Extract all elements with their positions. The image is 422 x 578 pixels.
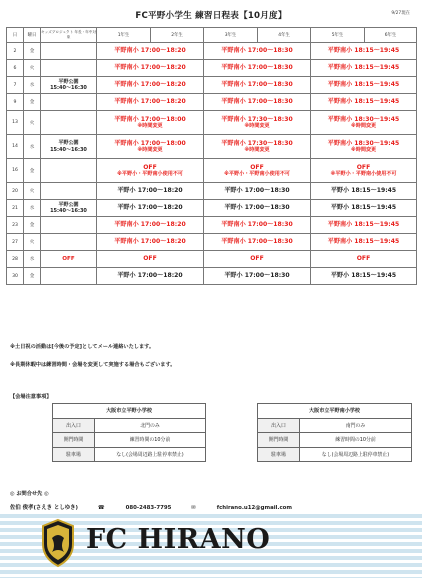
row-weekday: 金 (24, 217, 41, 234)
session-text: 平野小 17:00〜18:20 (117, 187, 183, 195)
session-note: ※時間変更 (137, 123, 163, 129)
session-text: 平野南小 17:30〜18:30 (221, 139, 293, 147)
grade-pair-1-2 (97, 77, 204, 94)
row-weekday: 水 (24, 200, 41, 217)
session-text: 平野南小 18:15〜19:45 (327, 238, 400, 246)
row-day: 30 (7, 268, 24, 285)
schedule-row (7, 217, 417, 234)
row-day: 13 (7, 111, 24, 135)
venue-entrance-label: 出入口 (258, 418, 300, 433)
col-day: 日 (7, 28, 24, 43)
grade-pair-1-2 (97, 251, 204, 268)
session-text: 平野南小 17:00〜18:20 (114, 47, 186, 55)
row-kids (41, 217, 97, 234)
caution-title: 【会場注意事項】 (10, 394, 52, 400)
grade-pair-5-6 (311, 135, 417, 159)
session-text: 平野南小 17:00〜18:00 (114, 139, 186, 147)
col-grade-4: 4年生 (258, 28, 311, 43)
grade-pair-5-6 (311, 200, 417, 217)
grade-pair-5-6 (311, 77, 417, 94)
row-weekday: 金 (24, 268, 41, 285)
venue-name: 大阪市立平野南小学校 (258, 404, 412, 419)
schedule-row (7, 94, 417, 111)
grade-pair-3-4 (204, 111, 311, 135)
session-note: ※時間変更 (244, 123, 270, 129)
row-weekday: 火 (24, 183, 41, 200)
schedule-row (7, 268, 417, 285)
row-kids (41, 234, 97, 251)
grade-pair-3-4 (204, 268, 311, 285)
row-kids (41, 60, 97, 77)
row-weekday: 金 (24, 159, 41, 183)
session-text: 平野南小 18:15〜19:45 (327, 64, 400, 72)
contact-phone-icon: ☎ (97, 505, 105, 511)
schedule-row (7, 234, 417, 251)
venue-entrance: 北門のみ (95, 418, 206, 433)
schedule-row (7, 77, 417, 94)
grade-pair-5-6 (311, 43, 417, 60)
session-text: 平野小 18:15〜19:45 (330, 187, 397, 195)
grade-pair-3-4 (204, 159, 311, 183)
note-holiday: ※長期休暇中は練習時間・会場を変更して実施する場合もございます。 (10, 362, 176, 368)
schedule-row (7, 135, 417, 159)
session-note: ※平野小・平野南小使用不可 (223, 171, 291, 177)
footer-brand: FC HIRANO (86, 524, 271, 555)
grade-pair-5-6 (311, 60, 417, 77)
grade-pair-1-2 (97, 200, 204, 217)
venue-parking: なし(会場周辺路上駐停車禁止) (300, 447, 412, 462)
row-kids (41, 135, 97, 159)
col-grade-6: 6年生 (365, 28, 417, 43)
session-text: 平野小 18:15〜19:45 (330, 204, 397, 212)
venue-time-label: 開門時間 (258, 433, 300, 448)
grade-pair-1-2 (97, 94, 204, 111)
grade-pair-3-4 (204, 60, 311, 77)
schedule-row (7, 200, 417, 217)
row-kids (41, 268, 97, 285)
session-text: OFF (143, 255, 157, 263)
row-day: 16 (7, 159, 24, 183)
session-text: 平野南小 18:30〜19:45 (327, 115, 400, 123)
club-crest-icon (40, 518, 76, 568)
schedule-row (7, 43, 417, 60)
grade-pair-5-6 (311, 217, 417, 234)
row-day: 14 (7, 135, 24, 159)
row-kids (41, 94, 97, 111)
grade-pair-3-4 (204, 94, 311, 111)
session-text: 平野南小 18:15〜19:45 (327, 47, 400, 55)
schedule-table (6, 27, 417, 285)
col-grade-3: 3年生 (204, 28, 258, 43)
row-day: 20 (7, 183, 24, 200)
grade-pair-1-2 (97, 234, 204, 251)
row-kids (41, 111, 97, 135)
row-day: 27 (7, 234, 24, 251)
grade-pair-5-6 (311, 183, 417, 200)
venue-entrance: 南門のみ (300, 418, 412, 433)
row-kids (41, 183, 97, 200)
kids-session: 平野公園 15:40〜16:30 (50, 140, 87, 153)
session-text: OFF (143, 163, 157, 171)
venue-parking: なし(会場周辺路上駐停車禁止) (95, 447, 206, 462)
session-text: 平野南小 17:00〜18:20 (114, 238, 186, 246)
venue-table-hirano (52, 403, 206, 462)
row-kids (41, 43, 97, 60)
grade-pair-1-2 (97, 268, 204, 285)
session-text: 平野南小 17:00〜18:00 (114, 115, 186, 123)
row-day: 28 (7, 251, 24, 268)
grade-pair-1-2 (97, 43, 204, 60)
grade-pair-3-4 (204, 200, 311, 217)
venue-entrance-label: 出入口 (53, 418, 95, 433)
row-weekday: 水 (24, 77, 41, 94)
row-day: 21 (7, 200, 24, 217)
venue-time-label: 開門時間 (53, 433, 95, 448)
col-kids: キッズプロジェクト 年長・年中対象 (41, 28, 97, 43)
session-text: 平野南小 18:15〜19:45 (327, 81, 400, 89)
contact-line (10, 503, 310, 511)
grade-pair-3-4 (204, 234, 311, 251)
session-text: 平野小 17:00〜18:20 (117, 272, 183, 280)
grade-pair-3-4 (204, 77, 311, 94)
as-of-date: 9/27現在 (391, 11, 410, 16)
grade-pair-3-4 (204, 135, 311, 159)
grade-pair-3-4 (204, 183, 311, 200)
session-text: 平野南小 17:00〜18:20 (114, 221, 186, 229)
session-note: ※時間変更 (350, 147, 377, 153)
session-text: 平野小 17:00〜18:30 (224, 272, 290, 280)
col-grade-5: 5年生 (311, 28, 365, 43)
row-weekday: 金 (24, 43, 41, 60)
session-note: ※平野小・平野南小使用不可 (116, 171, 184, 177)
venue-name: 大阪市立平野小学校 (53, 404, 206, 419)
venue-parking-label: 駐車場 (53, 447, 95, 462)
session-text: OFF (250, 163, 264, 171)
grade-pair-1-2 (97, 60, 204, 77)
schedule-header-row (7, 28, 417, 43)
row-day: 7 (7, 77, 24, 94)
session-text: 平野南小 17:00〜18:30 (221, 98, 293, 106)
session-text: 平野南小 18:15〜19:45 (327, 221, 400, 229)
kids-session: OFF (62, 256, 75, 262)
session-text: 平野南小 18:30〜19:45 (327, 139, 400, 147)
page-title: FC平野小学生 練習日程表【10月度】 (135, 11, 287, 21)
session-note: ※時間変更 (137, 147, 163, 153)
session-text: OFF (356, 163, 371, 171)
grade-pair-5-6 (311, 251, 417, 268)
grade-pair-5-6 (311, 234, 417, 251)
grade-pair-5-6 (311, 268, 417, 285)
grade-pair-3-4 (204, 217, 311, 234)
venue-parking-label: 駐車場 (258, 447, 300, 462)
grade-pair-5-6 (311, 111, 417, 135)
session-text: 平野小 17:00〜18:30 (224, 204, 290, 212)
col-weekday: 曜日 (24, 28, 41, 43)
session-text: 平野南小 17:30〜18:30 (221, 115, 293, 123)
session-text: 平野南小 17:00〜18:20 (114, 98, 186, 106)
grade-pair-1-2 (97, 135, 204, 159)
contact-name: 佐伯 俊孝(さえき としゆき) (10, 505, 78, 511)
row-kids (41, 200, 97, 217)
session-text: 平野小 18:15〜19:45 (330, 272, 397, 280)
schedule-row (7, 111, 417, 135)
contact-email-icon: ✉ (191, 505, 196, 511)
row-day: 23 (7, 217, 24, 234)
grade-pair-5-6 (311, 159, 417, 183)
row-day: 9 (7, 94, 24, 111)
row-weekday: 金 (24, 94, 41, 111)
schedule-row (7, 159, 417, 183)
session-text: 平野南小 17:00〜18:20 (114, 64, 186, 72)
session-text: 平野南小 18:15〜19:45 (327, 98, 400, 106)
session-text: OFF (250, 255, 264, 263)
venue-table-hirano-minami (257, 403, 412, 462)
row-weekday: 水 (24, 135, 41, 159)
venue-time: 練習時間の10分前 (95, 433, 206, 448)
contact-email[interactable]: fchirano.u12@gmail.com (216, 505, 292, 511)
grade-pair-3-4 (204, 43, 311, 60)
session-text: 平野小 17:00〜18:20 (117, 204, 183, 212)
grade-pair-5-6 (311, 94, 417, 111)
session-text: 平野南小 17:00〜18:30 (221, 64, 293, 72)
contact-phone[interactable]: 080-2483-7795 (125, 505, 172, 511)
session-text: 平野南小 17:00〜18:30 (221, 221, 293, 229)
venue-time: 練習時間の10分前 (300, 433, 412, 448)
row-day: 2 (7, 43, 24, 60)
session-note: ※時間変更 (244, 147, 270, 153)
kids-session: 平野公園 15:40〜16:30 (50, 201, 87, 214)
row-kids (41, 159, 97, 183)
col-grade-1: 1年生 (97, 28, 151, 43)
schedule-row (7, 60, 417, 77)
row-day: 6 (7, 60, 24, 77)
grade-pair-1-2 (97, 217, 204, 234)
kids-session: 平野公園 15:40〜16:30 (50, 78, 87, 91)
session-text: 平野南小 17:00〜18:30 (221, 47, 293, 55)
row-weekday: 水 (24, 251, 41, 268)
session-note: ※時間変更 (350, 123, 377, 129)
grade-pair-1-2 (97, 111, 204, 135)
row-weekday: 火 (24, 234, 41, 251)
session-note: ※平野小・平野南小使用不可 (330, 171, 397, 177)
schedule-row (7, 183, 417, 200)
session-text: 平野南小 17:00〜18:30 (221, 81, 293, 89)
session-text: 平野南小 17:00〜18:20 (114, 81, 186, 89)
schedule-row (7, 251, 417, 268)
session-text: 平野南小 17:00〜18:30 (221, 238, 293, 246)
grade-pair-3-4 (204, 251, 311, 268)
grade-pair-1-2 (97, 159, 204, 183)
row-kids (41, 77, 97, 94)
session-text: OFF (356, 255, 371, 263)
row-weekday: 火 (24, 60, 41, 77)
row-kids (41, 251, 97, 268)
col-grade-2: 2年生 (151, 28, 204, 43)
note-weekend: ※土日祝の活動は[今後の予定]としてメール連絡いたします。 (10, 344, 155, 350)
contact-title: ◎ お問合せ先 ◎ (10, 491, 49, 497)
row-weekday: 火 (24, 111, 41, 135)
grade-pair-1-2 (97, 183, 204, 200)
session-text: 平野小 17:00〜18:30 (224, 187, 290, 195)
